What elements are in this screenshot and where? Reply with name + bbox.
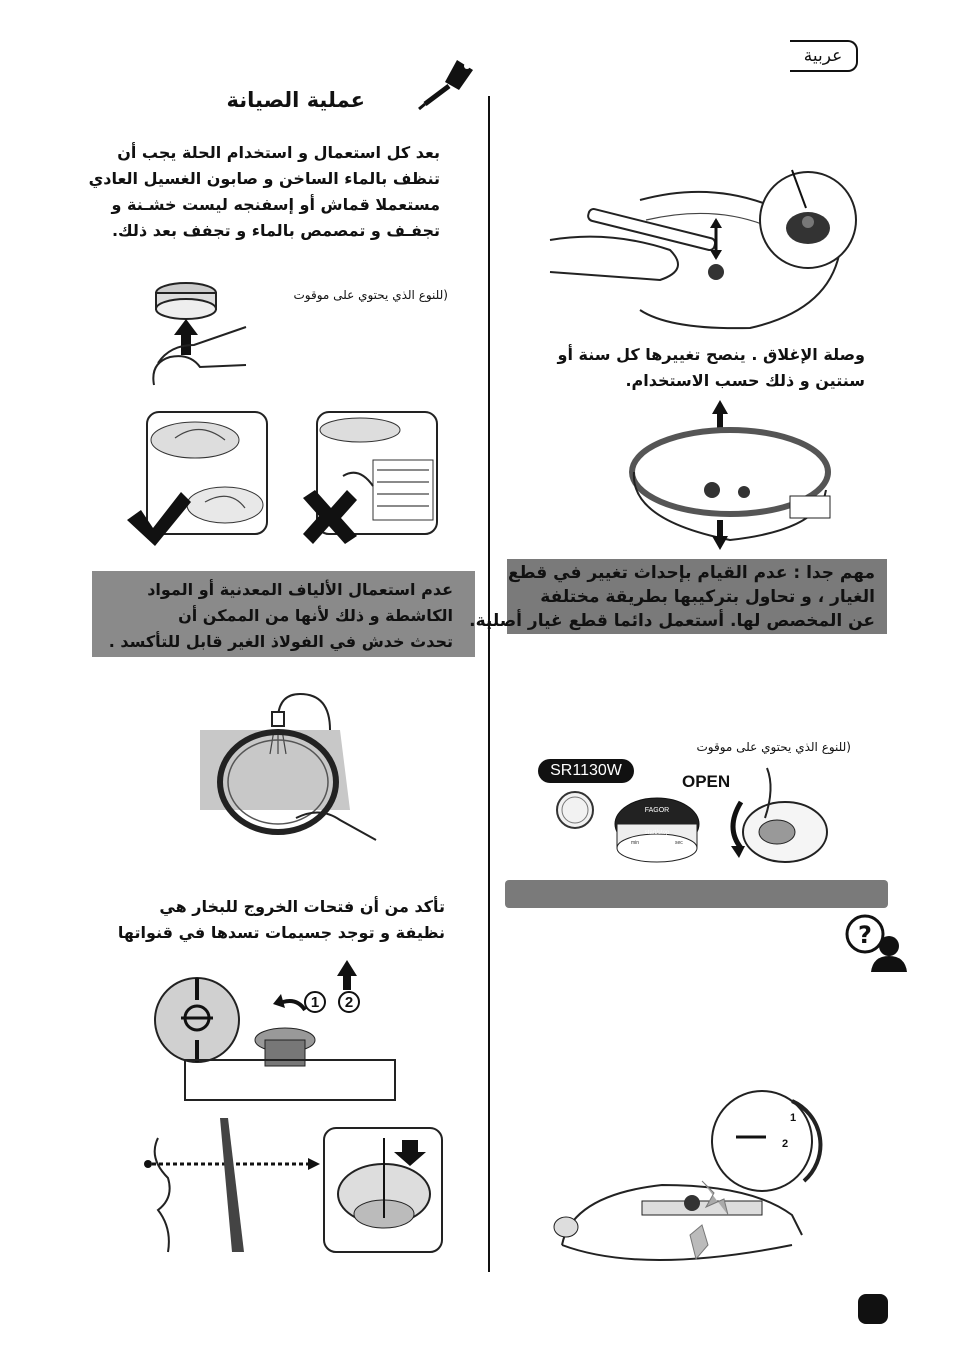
timer-caption-left: (للنوع الذي يحتوي على موقوت <box>293 288 448 302</box>
lid-valve-illustration <box>550 160 860 340</box>
svg-text:?: ? <box>858 921 872 949</box>
important-line: عن المخصص لها. أستعمل دائما قطع غيار أصلية. <box>469 611 875 631</box>
valve-paragraph <box>117 894 445 946</box>
column-divider <box>488 96 490 1272</box>
empty-gray-bar <box>505 880 888 908</box>
timer-min-text: min <box>631 840 640 846</box>
valve-line: نظيفة و توجد جسيمات تسدها في قنواتها <box>117 923 445 942</box>
important-line: الغيار ، و تحاول بتركيبها بطريقة مختلفة <box>540 587 875 607</box>
warning-line: الكاشطة و ذلك لأنها من الممكن أن <box>178 606 453 625</box>
timer-startstop-text: start/stop <box>644 830 670 836</box>
important-line: مهم جدا : عدم القيام بإحداث تغيير في قطع <box>507 563 875 583</box>
timer-caption-right: (للنوع الذي يحتوي على موقوت <box>696 740 851 754</box>
step-1-label: 1 <box>310 994 320 1011</box>
intro-line: تجفـف و تمصمص بالماء و تجفف بعد ذلك. <box>111 221 440 240</box>
gasket-rinse-illustration <box>200 690 380 860</box>
important-notice-box <box>469 559 887 634</box>
warning-line: عدم استعمال الألياف المعدنية أو المواد <box>147 580 453 599</box>
gasket-line: سنتين و ذلك حسب الاستخدام. <box>625 371 865 390</box>
help-user-icon <box>843 912 909 972</box>
timer-battery-illustration <box>555 788 835 878</box>
cooker-dial-illustration <box>552 1085 852 1275</box>
intro-line: مستعملا قماش أو إسفنجه ليست خشـنة و <box>111 195 440 214</box>
intro-line: بعد كل استعمال و استخدام الحلة يجب أن <box>117 143 440 162</box>
section-title: عملية الصيانة <box>226 88 365 112</box>
intro-paragraph <box>88 140 440 244</box>
timer-removal-illustration <box>150 275 260 395</box>
no-dishwasher-illustration <box>315 410 440 538</box>
valve-removal-illustration <box>155 960 405 1110</box>
gasket-line: وصلة الإغلاق . ينصح تغييرها كل سنة أو <box>557 345 865 364</box>
dial-number-1: 1 <box>790 1112 797 1124</box>
gasket-replacement-illustration <box>620 400 840 550</box>
page-number-block <box>858 1294 888 1324</box>
hand-washing-illustration <box>145 410 270 538</box>
timer-brand-text: FAGOR <box>644 807 670 814</box>
warning-box <box>92 571 475 657</box>
step-2-label: 2 <box>344 994 354 1011</box>
open-label: OPEN <box>682 772 731 791</box>
screwdriver-icon <box>415 56 479 112</box>
valve-line: تأكد من أن فتحات الخروج للبخار هي <box>159 897 445 916</box>
language-tab: عربية <box>790 40 858 72</box>
dial-number-2: 2 <box>782 1138 789 1150</box>
valve-inspection-illustration <box>128 1118 448 1254</box>
intro-line: تنظف بالماء الساخن و صابون الغسيل العادي <box>88 169 440 188</box>
model-badge: SR1130W <box>538 759 634 783</box>
timer-sec-text: sec <box>675 840 683 846</box>
gasket-paragraph <box>540 342 865 394</box>
warning-line: تحدث خدش في الفولاذ الغير قابل للتأكسد . <box>108 632 453 651</box>
